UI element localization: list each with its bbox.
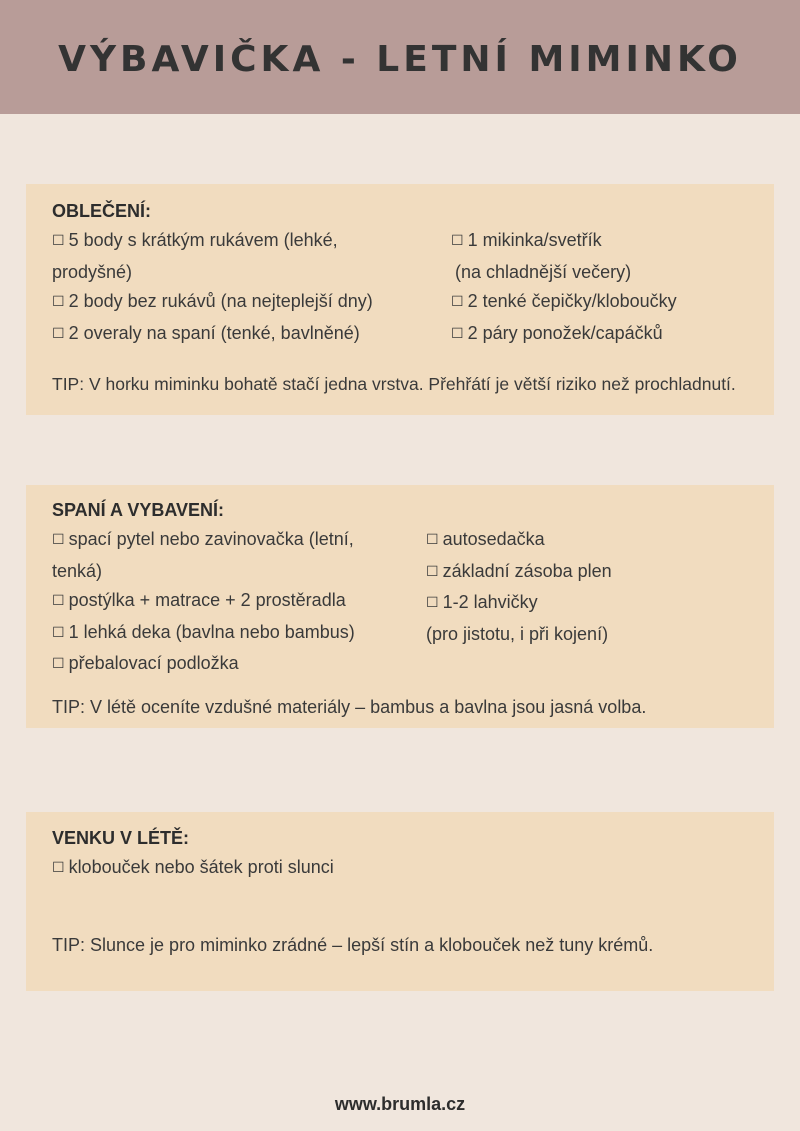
checklist-item[interactable]: ☐ 1 mikinka/svetřík — [451, 226, 677, 258]
tip-text: TIP: Slunce je pro miminko zrádné – lepší stín a klobouček než tuny krémů. — [52, 934, 654, 955]
checklist-item[interactable]: ☐ 1-2 lahvičky — [426, 588, 612, 620]
checklist-item[interactable]: ☐ přebalovací podložka — [52, 649, 426, 681]
checkbox-icon[interactable]: ☐ — [52, 593, 65, 609]
checkbox-icon[interactable]: ☐ — [52, 325, 65, 342]
section-outdoors — [26, 812, 774, 991]
section-title: OBLEČENÍ: — [52, 201, 151, 221]
checkbox-icon[interactable]: ☐ — [52, 656, 65, 672]
checklist-item[interactable]: ☐ 2 páry ponožek/capáčků — [451, 319, 677, 351]
checklist-item[interactable]: ☐ spací pytel nebo zavinovačka (letní, — [52, 525, 426, 557]
checklist-item[interactable]: ☐ klobouček nebo šátek proti slunci — [52, 853, 748, 885]
page-title: VÝBAVIČKA - LETNÍ MIMINKO — [58, 38, 742, 80]
checklist-item-continuation: tenká) — [52, 560, 103, 581]
website-link[interactable]: www.brumla.cz — [334, 1094, 466, 1114]
checklist-item-continuation: prodyšné) — [52, 261, 133, 282]
section-sleeping — [26, 485, 774, 728]
section-clothing — [26, 184, 774, 415]
checklist-item[interactable]: ☐ základní zásoba plen — [426, 557, 612, 589]
checklist-item[interactable]: ☐ 2 overaly na spaní (tenké, bavlněné) — [52, 319, 451, 351]
section-title: SPANÍ A VYBAVENÍ: — [52, 500, 225, 520]
checkbox-icon[interactable]: ☐ — [52, 233, 65, 249]
checkbox-icon[interactable]: ☐ — [52, 294, 65, 310]
tip-text: TIP: V horku miminku bohatě stačí jedna vrstva. Přehřátí je větší riziko než prochladnutí. — [52, 374, 736, 394]
checkbox-icon[interactable]: ☐ — [52, 532, 65, 548]
checkbox-icon[interactable]: ☐ — [451, 233, 464, 249]
checkbox-icon[interactable]: ☐ — [451, 325, 464, 342]
checkbox-icon[interactable]: ☐ — [426, 595, 439, 611]
checkbox-icon[interactable]: ☐ — [451, 294, 464, 310]
checklist-item-continuation: (pro jistotu, i při kojení) — [426, 623, 609, 644]
checkbox-icon[interactable]: ☐ — [426, 532, 439, 548]
tip-text: TIP: V létě oceníte vzdušné materiály – bambus a bavlna jsou jasná volba. — [52, 696, 647, 717]
checkbox-icon[interactable]: ☐ — [52, 624, 65, 641]
checklist-item-continuation: (na chladnější večery) — [455, 261, 632, 282]
section-title: VENKU V LÉTĚ: — [52, 828, 190, 848]
checklist-item[interactable]: ☐ 2 tenké čepičky/kloboučky — [451, 287, 677, 319]
checklist-item[interactable]: ☐ postýlka + matrace + 2 prostěradla — [52, 586, 426, 618]
checklist-item[interactable]: ☐ 5 body s krátkým rukávem (lehké, — [52, 226, 451, 258]
checkbox-icon[interactable]: ☐ — [426, 563, 439, 580]
checklist-item[interactable]: ☐ 2 body bez rukávů (na nejteplejší dny) — [52, 287, 451, 319]
checklist-item[interactable]: ☐ autosedačka — [426, 525, 612, 557]
checklist-item[interactable]: ☐ 1 lehká deka (bavlna nebo bambus) — [52, 618, 426, 650]
header-banner — [0, 0, 800, 114]
checkbox-icon[interactable]: ☐ — [52, 860, 65, 876]
